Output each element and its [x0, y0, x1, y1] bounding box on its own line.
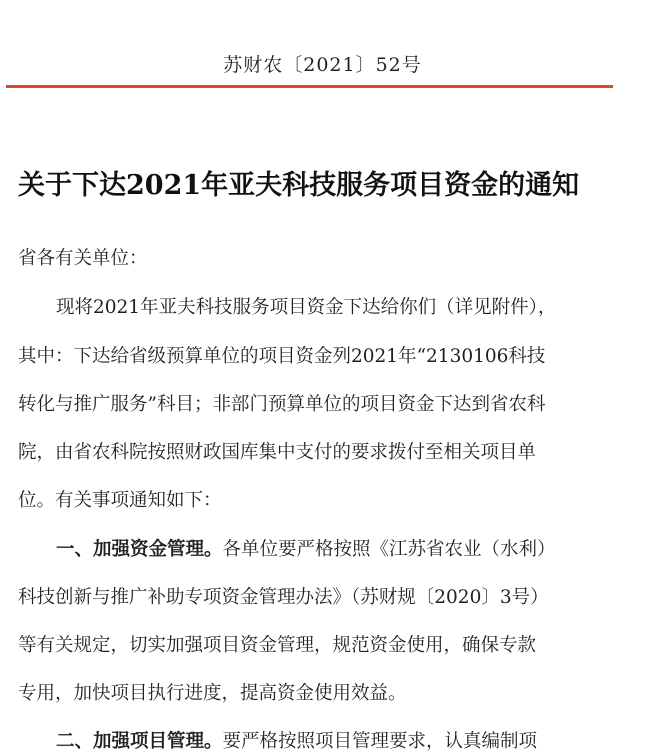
- paragraph-line: [18, 679, 645, 705]
- line-text: 转化与推广服务”科目；非部门预算单位的项目资金下达到省农科: [18, 394, 546, 415]
- line-text: 各单位要严格按照《江苏省农业（水利）: [222, 539, 556, 560]
- line-text: 其中：下达给省级预算单位的项目资金列2021年“2130106科技: [18, 346, 546, 367]
- line-text: 位。有关事项通知如下：: [18, 490, 222, 511]
- section-two-heading: 二、加强项目管理。: [56, 731, 223, 752]
- line-text: 科技创新与推广补助专项资金管理办法》（苏财规〔2020〕3号）: [18, 587, 549, 608]
- paragraph-line: [18, 486, 645, 512]
- line-text: 现将2021年亚夫科技服务项目资金下达给你们（详见附件），: [56, 297, 557, 318]
- document-number: 苏财农〔2021〕52号: [223, 54, 422, 76]
- document-title: 关于下达2021年亚夫科技服务项目资金的通知: [18, 170, 580, 201]
- paragraph-line: [18, 390, 645, 416]
- section-one-heading: 一、加强资金管理。: [56, 539, 223, 560]
- line-text: 专用，加快项目执行进度，提高资金使用效益。: [18, 683, 407, 704]
- paragraph-line: [56, 293, 645, 319]
- paragraph-line: [18, 342, 645, 368]
- salutation: 省各有关单位：: [18, 248, 148, 269]
- paragraph-line: [18, 438, 645, 464]
- paragraph-line: [18, 631, 645, 657]
- line-text: 要严格按照项目管理要求，认真编制项: [222, 731, 538, 752]
- line-text: 等有关规定，切实加强项目资金管理，规范资金使用，确保专款: [18, 635, 537, 656]
- red-divider-line: [6, 85, 613, 88]
- line-text: 院，由省农科院按照财政国库集中支付的要求拨付至相关项目单: [18, 442, 537, 463]
- section-one-heading-line: [56, 535, 645, 561]
- paragraph-line: [18, 583, 645, 609]
- section-two-heading-line: [56, 727, 645, 753]
